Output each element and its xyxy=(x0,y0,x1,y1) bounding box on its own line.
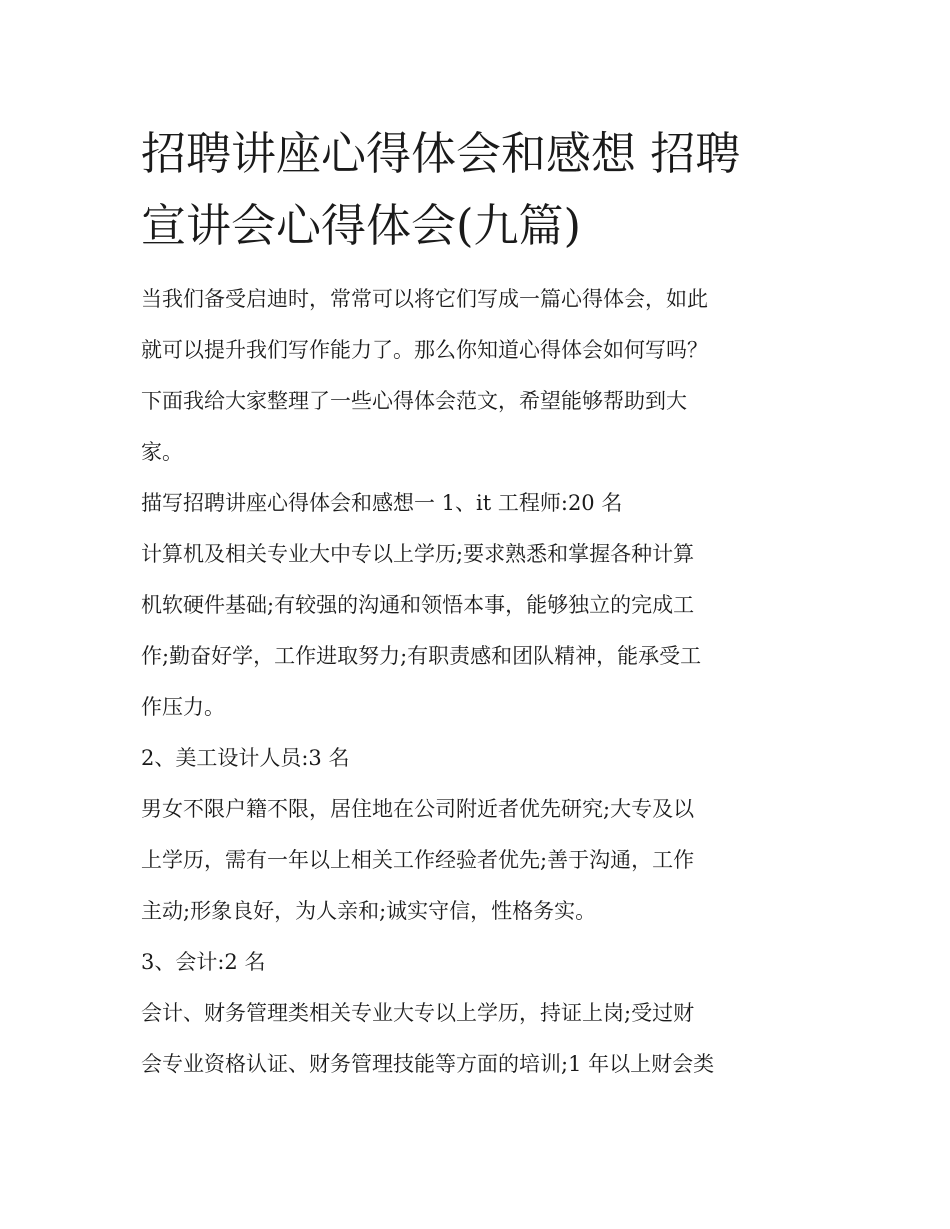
section-heading-3 xyxy=(141,937,816,988)
section-body-1 xyxy=(141,529,816,733)
text-line: 计算机及相关专业大中专以上学历;要求熟悉和掌握各种计算 xyxy=(141,542,695,566)
section-heading-2 xyxy=(141,733,816,784)
text-line: 上学历，需有一年以上相关工作经验者优先;善于沟通，工作 xyxy=(141,848,695,872)
section-body-2 xyxy=(141,784,816,937)
section-body-3 xyxy=(141,988,816,1090)
document-title xyxy=(141,118,816,262)
text-line: 就可以提升我们写作能力了。那么你知道心得体会如何写吗？ xyxy=(141,338,708,362)
text-line: 描写招聘讲座心得体会和感想一 1、it 工程师:20 名 xyxy=(141,491,623,515)
title-line: 宣讲会心得体会(九篇) xyxy=(141,199,582,252)
document-body xyxy=(141,274,816,1090)
text-line: 2、美工设计人员:3 名 xyxy=(141,746,350,770)
text-line: 作压力。 xyxy=(141,695,225,719)
text-line: 作;勤奋好学，工作进取努力;有职责感和团队精神，能承受工 xyxy=(141,644,702,668)
intro-paragraph xyxy=(141,274,816,478)
text-line: 会专业资格认证、财务管理技能等方面的培训;1 年以上财会类 xyxy=(141,1052,715,1076)
text-line: 机软硬件基础;有较强的沟通和领悟本事，能够独立的完成工 xyxy=(141,593,695,617)
title-line: 招聘讲座心得体会和感想 招聘 xyxy=(141,127,741,180)
text-line: 3、会计:2 名 xyxy=(141,950,266,974)
text-line: 下面我给大家整理了一些心得体会范文，希望能够帮助到大 xyxy=(141,389,687,413)
document-content xyxy=(141,118,816,1090)
text-line: 男女不限户籍不限，居住地在公司附近者优先研究;大专及以 xyxy=(141,797,695,821)
text-line: 主动;形象良好，为人亲和;诚实守信，性格务实。 xyxy=(141,899,597,923)
text-line: 会计、财务管理类相关专业大专以上学历，持证上岗;受过财 xyxy=(141,1001,695,1025)
section-heading-1 xyxy=(141,478,816,529)
text-line: 当我们备受启迪时，常常可以将它们写成一篇心得体会，如此 xyxy=(141,287,708,311)
text-line: 家。 xyxy=(141,440,183,464)
